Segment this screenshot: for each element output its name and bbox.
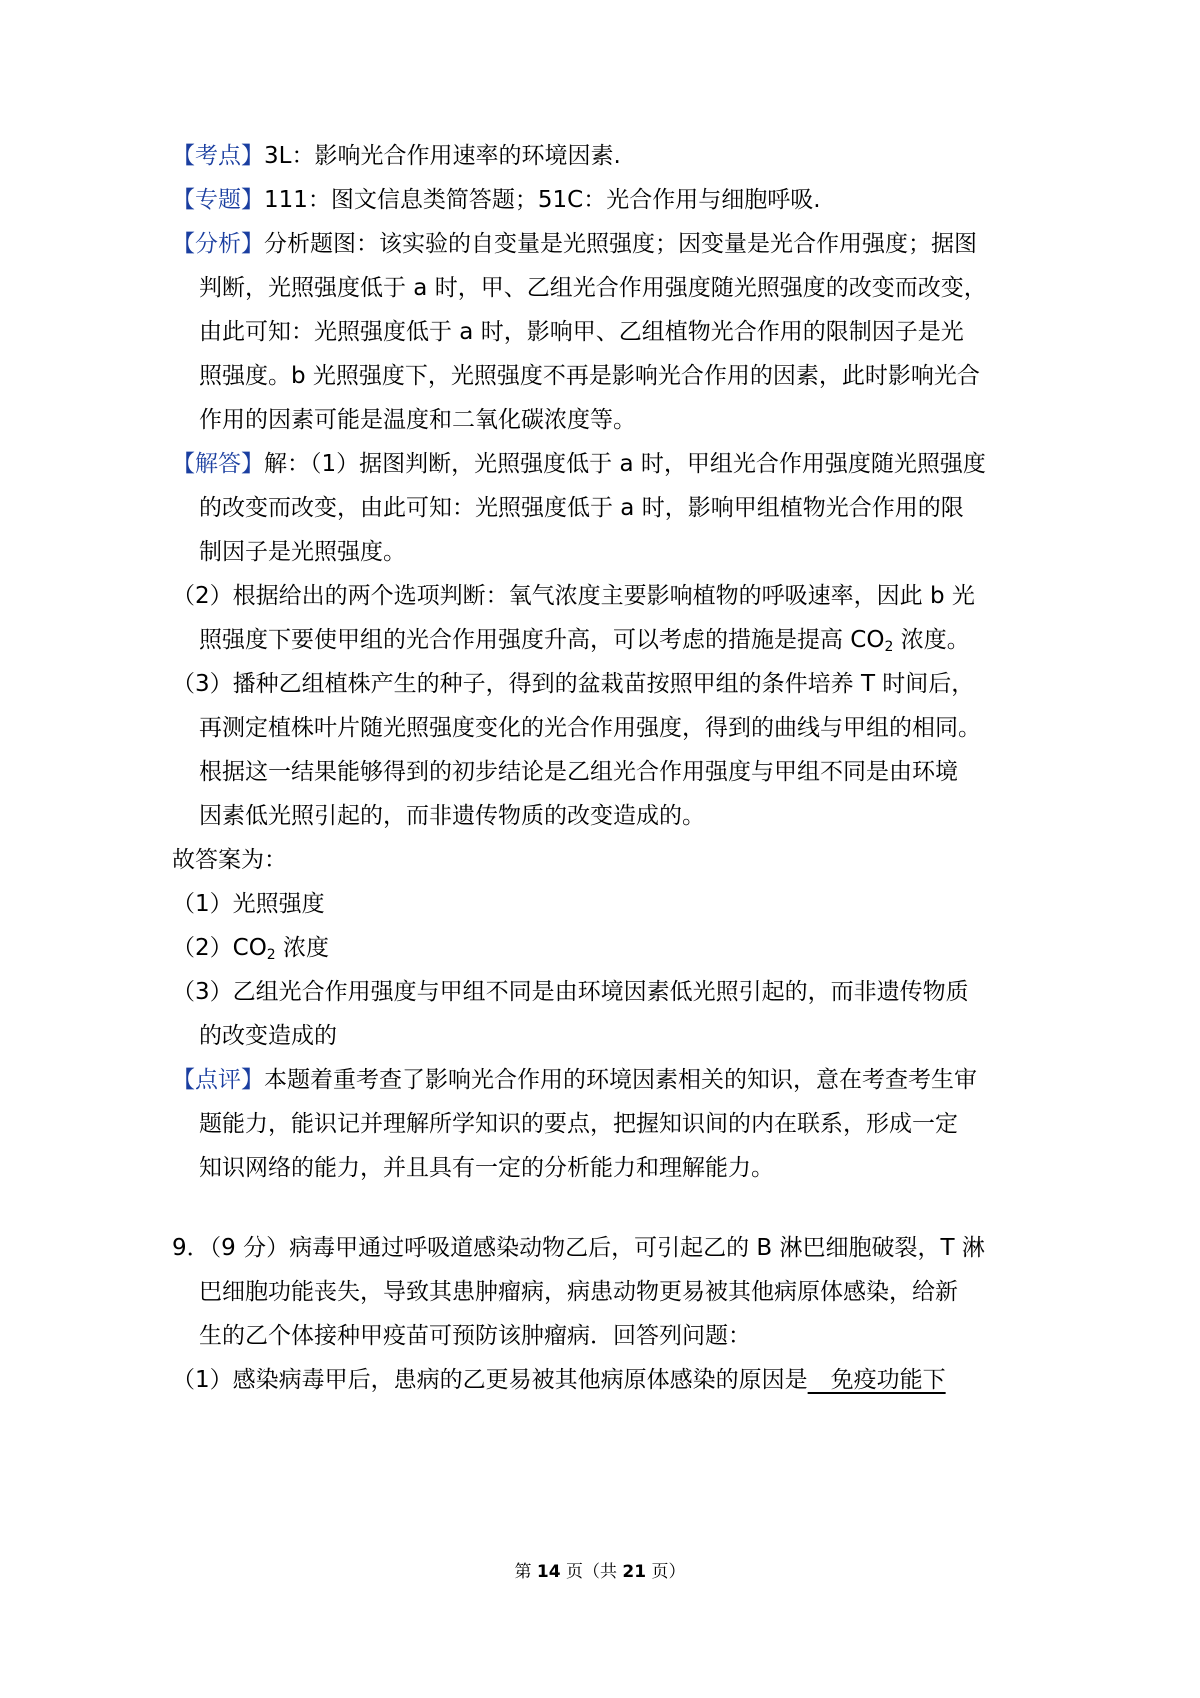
zhuanti-line [172,184,821,216]
question-9: 生的乙个体接种甲疫苗可预防该肿瘤病．回答列问题： [199,1323,751,1349]
answer-2 [172,932,329,964]
question-9: 9．（9 分）病毒甲通过呼吸道感染动物乙后，可引起乙的 B 淋巴细胞破裂，T 淋 [172,1235,985,1261]
dianping-tag: 【点评】 [172,1067,264,1093]
jieda-line [172,448,986,480]
zhuanti-text: 111：图文信息类简答题；51C：光合作用与细胞呼吸. [264,187,821,213]
dianping-text: 本题着重考查了影响光合作用的环境因素相关的知识，意在考查考生审 [264,1067,977,1093]
kaodian-text: 3L：影响光合作用速率的环境因素. [264,143,621,169]
part3-text: 再测定植株叶片随光照强度变化的光合作用强度，得到的曲线与甲组的相同。 [199,715,981,741]
part3-text: 因素低光照引起的，而非遗传物质的改变造成的。 [199,803,705,829]
dianping-text: 知识网络的能力，并且具有一定的分析能力和理解能力。 [199,1155,774,1181]
page-total: 21 [622,1562,647,1582]
subscript: 2 [266,947,276,963]
answer-title: 故答案为： [172,847,287,873]
question-9-sub1 [172,1364,946,1396]
fenxi-text: 判断，光照强度低于 a 时，甲、乙组光合作用强度随光照强度的改变而改变， [199,275,987,301]
answer-3: 的改变造成的 [199,1023,337,1049]
fenxi-text: 照强度。b 光照强度下，光照强度不再是影响光合作用的因素，此时影响光合 [199,363,980,389]
fenxi-tag: 【分析】 [172,231,264,257]
part2-text: （2）根据给出的两个选项判断：氧气浓度主要影响植物的呼吸速率，因此 b 光 [172,583,975,609]
jieda-tag: 【解答】 [172,451,264,477]
answer-2-text: 浓度 [275,935,330,961]
footer-text: 页（共 [560,1562,623,1582]
answer-blank: 免疫功能下 [807,1367,946,1393]
part2-line [199,624,970,656]
fenxi-text: 分析题图：该实验的自变量是光照强度；因变量是光合作用强度；据图 [264,231,977,257]
answer-1: （1）光照强度 [172,891,325,917]
footer-text: 第 [514,1562,537,1582]
part2-text: 照强度下要使甲组的光合作用强度升高，可以考虑的措施是提高 CO [199,627,885,653]
part3-text: 根据这一结果能够得到的初步结论是乙组光合作用强度与甲组不同是由环境 [199,759,958,785]
answer-2-text: （2）CO [172,935,267,961]
fenxi-text: 由此可知：光照强度低于 a 时，影响甲、乙组植物光合作用的限制因子是光 [199,319,964,345]
answer-3: （3）乙组光合作用强度与甲组不同是由环境因素低光照引起的，而非遗传物质 [172,979,969,1005]
question-9: 巴细胞功能丧失，导致其患肿瘤病，病患动物更易被其他病原体感染，给新 [199,1279,958,1305]
dianping-line [172,1064,977,1096]
part3-text: （3）播种乙组植株产生的种子，得到的盆栽苗按照甲组的条件培养 T 时间后， [172,671,975,697]
page-footer [0,1560,1200,1584]
zhuanti-tag: 【专题】 [172,187,264,213]
fenxi-line [172,228,977,260]
jieda-text: 制因子是光照强度。 [199,539,406,565]
jieda-text: 解：（1）据图判断，光照强度低于 a 时，甲组光合作用强度随光照强度 [264,451,986,477]
kaodian-line [172,140,621,172]
dianping-text: 题能力，能识记并理解所学知识的要点，把握知识间的内在联系，形成一定 [199,1111,958,1137]
jieda-text: 的改变而改变，由此可知：光照强度低于 a 时，影响甲组植物光合作用的限 [199,495,964,521]
fenxi-text: 作用的因素可能是温度和二氧化碳浓度等。 [199,407,636,433]
page-number: 14 [536,1562,561,1582]
footer-text: 页） [646,1562,686,1582]
kaodian-tag: 【考点】 [172,143,264,169]
question-9-sub1-text: （1）感染病毒甲后，患病的乙更易被其他病原体感染的原因是 [172,1367,808,1393]
subscript: 2 [884,639,894,655]
part2-text: 浓度。 [893,627,970,653]
